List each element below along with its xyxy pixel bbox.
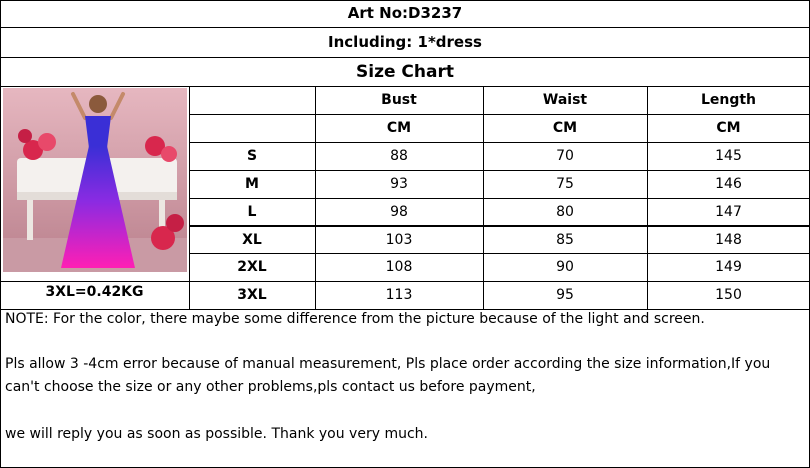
note-measurement: Pls allow 3 -4cm error because of manual measurement, Pls place order according the size information,If you bbox=[5, 356, 771, 372]
divider bbox=[0, 57, 810, 58]
bust-value: 98 bbox=[390, 204, 408, 220]
size-label: L bbox=[247, 204, 257, 220]
row-divider bbox=[189, 198, 810, 199]
unit-label: CM bbox=[716, 120, 741, 136]
bust-value: 88 bbox=[390, 148, 408, 164]
row-divider bbox=[0, 281, 189, 282]
waist-value: 80 bbox=[556, 204, 574, 220]
note-color: NOTE: For the color, there maybe some difference from the picture because of the light and screen. bbox=[5, 311, 705, 327]
product-photo bbox=[3, 88, 187, 272]
including-text: Including: 1*dress bbox=[328, 33, 482, 51]
row-divider bbox=[189, 142, 810, 143]
bust-value: 93 bbox=[390, 176, 408, 192]
length-value: 147 bbox=[715, 204, 742, 220]
waist-value: 95 bbox=[556, 287, 574, 303]
unit-label: CM bbox=[552, 120, 578, 136]
size-label: 2XL bbox=[237, 259, 267, 275]
dress-model-illustration bbox=[3, 88, 187, 272]
waist-value: 85 bbox=[556, 232, 574, 248]
divider bbox=[0, 27, 810, 28]
length-value: 145 bbox=[715, 148, 742, 164]
package-weight: 3XL=0.42KG bbox=[45, 284, 144, 300]
length-value: 146 bbox=[715, 176, 742, 192]
size-chart-title: Size Chart bbox=[356, 62, 454, 82]
size-label: M bbox=[245, 176, 259, 192]
bust-value: 103 bbox=[385, 232, 413, 248]
size-label: 3XL bbox=[237, 287, 267, 303]
row-divider bbox=[189, 170, 810, 171]
length-value: 149 bbox=[715, 259, 742, 275]
row-divider bbox=[189, 225, 810, 227]
row-divider bbox=[189, 114, 810, 115]
note-contact: can't choose the size or any other problems,pls contact us before payment, bbox=[5, 379, 536, 395]
column-header-length: Length bbox=[700, 92, 757, 108]
bust-value: 108 bbox=[385, 259, 413, 275]
length-value: 150 bbox=[715, 287, 742, 303]
waist-value: 90 bbox=[556, 259, 574, 275]
row-divider bbox=[189, 281, 810, 282]
size-label: S bbox=[246, 148, 258, 164]
row-divider bbox=[189, 253, 810, 254]
length-value: 148 bbox=[715, 232, 742, 248]
art-number: Art No:D3237 bbox=[347, 4, 463, 22]
size-label: XL bbox=[242, 232, 262, 248]
divider bbox=[0, 86, 810, 87]
column-header-waist: Waist bbox=[542, 92, 588, 108]
bust-value: 113 bbox=[385, 287, 413, 303]
column-header-bust: Bust bbox=[381, 92, 417, 108]
waist-value: 70 bbox=[556, 148, 574, 164]
waist-value: 75 bbox=[556, 176, 574, 192]
note-reply: we will reply you as soon as possible. Thank you very much. bbox=[5, 426, 428, 442]
unit-label: CM bbox=[386, 120, 412, 136]
